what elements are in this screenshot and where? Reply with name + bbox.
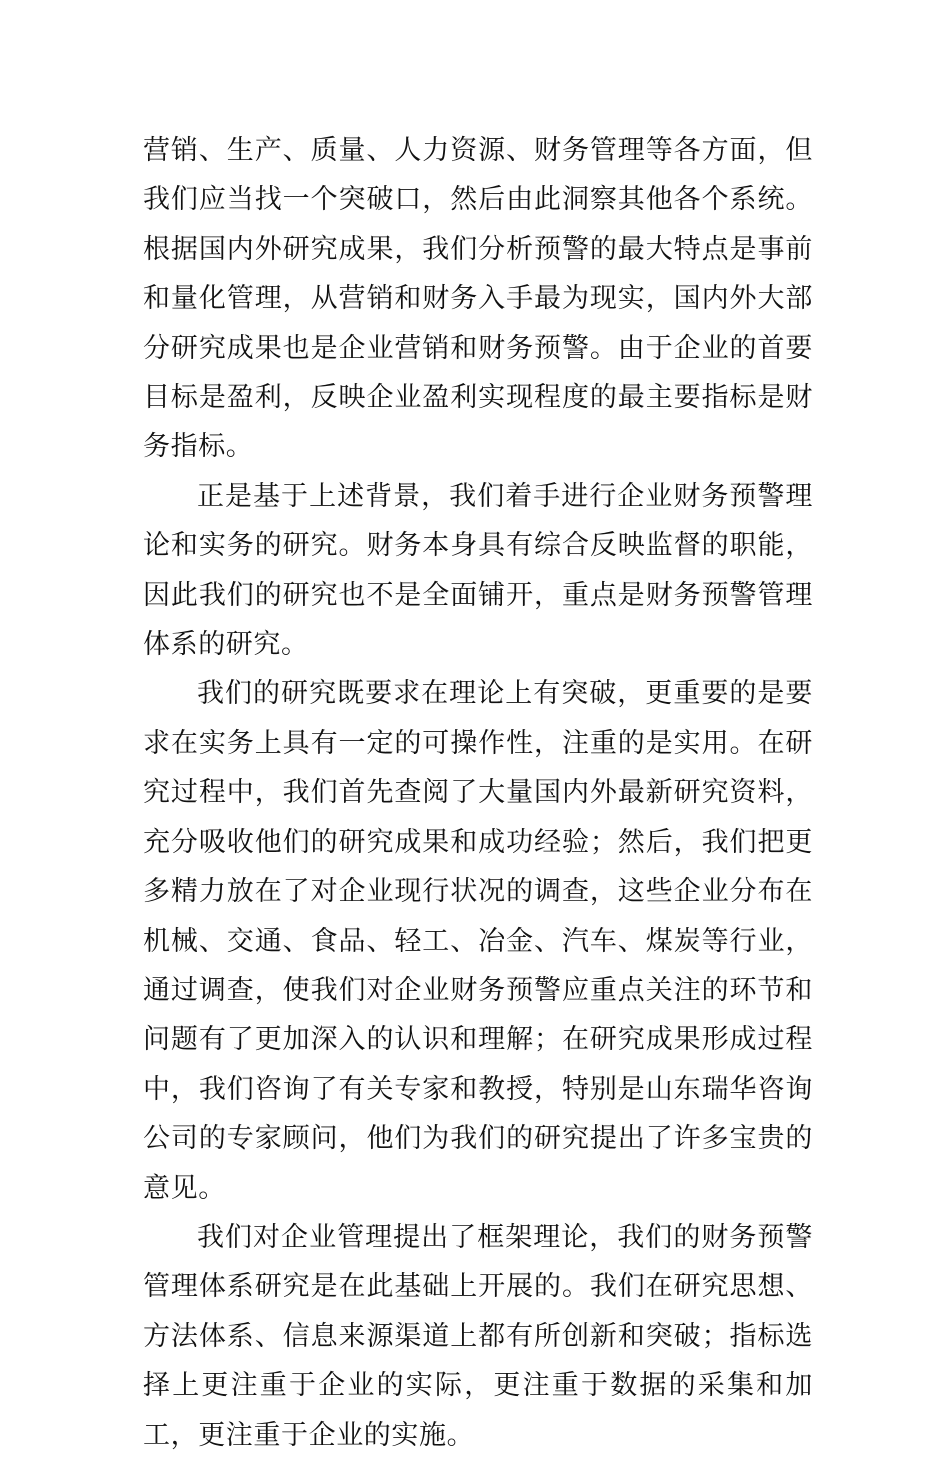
document-body (143, 126, 813, 1460)
paragraph: 我们的研究既要求在理论上有突破，更重要的是要求在实务上具有一定的可操作性，注重的是实用。在研究过程中，我们首先查阅了大量国内外最新研究资料，充分吸收他们的研究成果和成功经验；然后，我们把更多精力放在了对企业现行状况的调查，这些企业分布在机械、交通、食品、轻工、冶金、汽车、煤炭等行业，通过调查，使我们对企业财务预警应重点关注的环节和问题有了更加深入的认识和理解；在研究成果形成过程中，我们咨询了有关专家和教授，特别是山东瑞华咨询公司的专家顾问，他们为我们的研究提出了许多宝贵的意见。 (143, 678, 813, 1204)
paragraph: 正是基于上述背景，我们着手进行企业财务预警理论和实务的研究。财务本身具有综合反映监督的职能，因此我们的研究也不是全面铺开，重点是财务预警管理体系的研究。 (143, 480, 813, 661)
paragraph-continued: 营销、生产、质量、人力资源、财务管理等各方面，但我们应当找一个突破口，然后由此洞察其他各个系统。根据国内外研究成果，我们分析预警的最大特点是事前和量化管理，从营销和财务入手最为现实，国内外大部分研究成果也是企业营销和财务预警。由于企业的首要目标是盈利，反映企业盈利实现程度的最主要指标是财务指标。 (143, 135, 813, 463)
paragraph: 我们对企业管理提出了框架理论，我们的财务预警管理体系研究是在此基础上开展的。我们在研究思想、方法体系、信息来源渠道上都有所创新和突破；指标选择上更注重于企业的实际，更注重于数据的采集和加工，更注重于企业的实施。 (143, 1221, 813, 1451)
